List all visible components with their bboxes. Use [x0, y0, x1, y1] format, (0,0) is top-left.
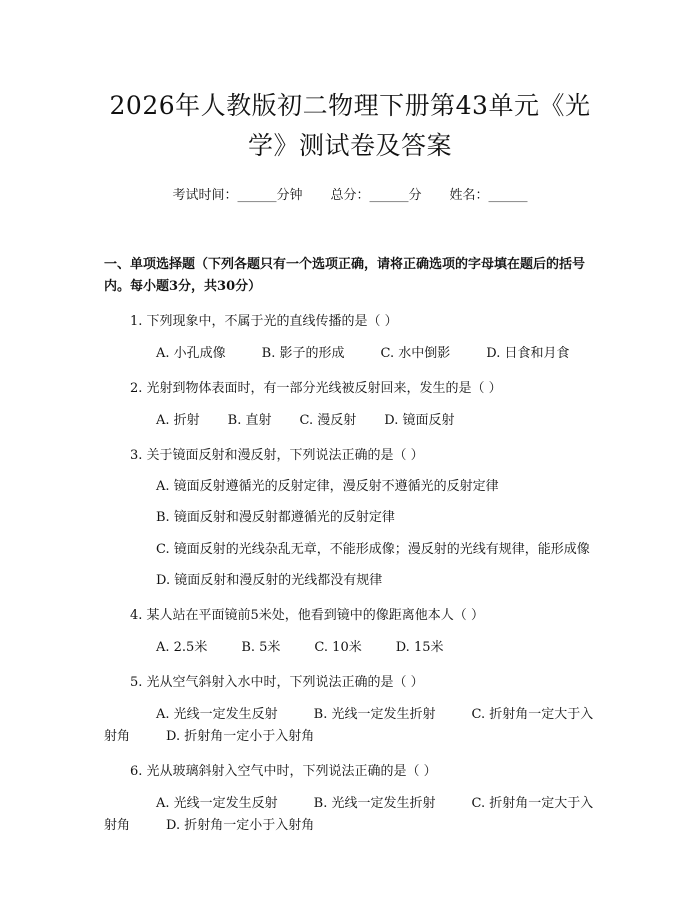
- option-d: D. 折射角一定小于入射角: [166, 729, 315, 744]
- option-c: C. 水中倒影: [380, 346, 451, 361]
- option-d: D. 折射角一定小于入射角: [166, 818, 315, 833]
- question-4: [104, 605, 596, 659]
- question-stem: 5. 光从空气斜射入水中时，下列说法正确的是（ ）: [130, 675, 424, 690]
- question-2: [104, 378, 596, 432]
- option-b: B. 5米: [241, 640, 281, 655]
- option-a: A. 镜面反射遵循光的反射定律，漫反射不遵循光的反射定律: [156, 479, 499, 494]
- question-stem: 1. 下列现象中，不属于光的直线传播的是（ ）: [130, 314, 398, 329]
- option-a: A. 光线一定发生反射: [156, 796, 278, 811]
- question-stem: 6. 光从玻璃斜射入空气中时，下列说法正确的是（ ）: [130, 764, 437, 779]
- option-a: A. 小孔成像: [156, 346, 226, 361]
- option-c: C. 折射角一定大于入射角: [104, 707, 594, 744]
- option-b: B. 镜面反射和漫反射都遵循光的反射定律: [156, 510, 395, 525]
- option-d: D. 日食和月食: [486, 346, 570, 361]
- option-a: A. 折射: [156, 413, 200, 428]
- page-title: 2026年人教版初二物理下册第43单元《光学》测试卷及答案: [109, 91, 591, 160]
- student-name-label: 姓名：______: [449, 188, 528, 203]
- question-options: [104, 704, 596, 748]
- question-stem: 2. 光射到物体表面时，有一部分光线被反射回来，发生的是（ ）: [130, 381, 502, 396]
- option-d: D. 镜面反射: [384, 413, 455, 428]
- option-b: B. 光线一定发生折射: [313, 796, 436, 811]
- question-options: [104, 637, 596, 659]
- option-d: D. 15米: [395, 640, 444, 655]
- section-heading-single-choice: 一、单项选择题（下列各题只有一个选项正确，请将正确选项的字母填在题后的括号内。每小题3分，共30分）: [104, 257, 586, 294]
- option-b: B. 光线一定发生折射: [313, 707, 436, 722]
- option-b: B. 影子的形成: [261, 346, 345, 361]
- option-b: B. 直射: [227, 413, 272, 428]
- question-stem: 4. 某人站在平面镜前5米处，他看到镜中的像距离他本人（ ）: [130, 608, 484, 623]
- question-1: [104, 311, 596, 365]
- question-options: [104, 793, 596, 837]
- option-c: C. 镜面反射的光线杂乱无章，不能形成像；漫反射的光线有规律，能形成像: [156, 542, 590, 557]
- option-d: D. 镜面反射和漫反射的光线都没有规律: [156, 573, 383, 588]
- question-5: [104, 672, 596, 748]
- option-a: A. 2.5米: [156, 640, 208, 655]
- question-options: [104, 343, 596, 365]
- question-3: [104, 445, 596, 592]
- question-options: [104, 410, 596, 432]
- question-6: [104, 761, 596, 837]
- exam-meta: [104, 186, 596, 206]
- question-stem: 3. 关于镜面反射和漫反射，下列说法正确的是（ ）: [130, 448, 424, 463]
- option-c: C. 10米: [314, 640, 362, 655]
- option-c: C. 折射角一定大于入射角: [104, 796, 594, 833]
- option-c: C. 漫反射: [299, 413, 357, 428]
- option-a: A. 光线一定发生反射: [156, 707, 278, 722]
- total-score-label: 总分：______分: [330, 188, 422, 203]
- exam-time-label: 考试时间：______分钟: [172, 188, 303, 203]
